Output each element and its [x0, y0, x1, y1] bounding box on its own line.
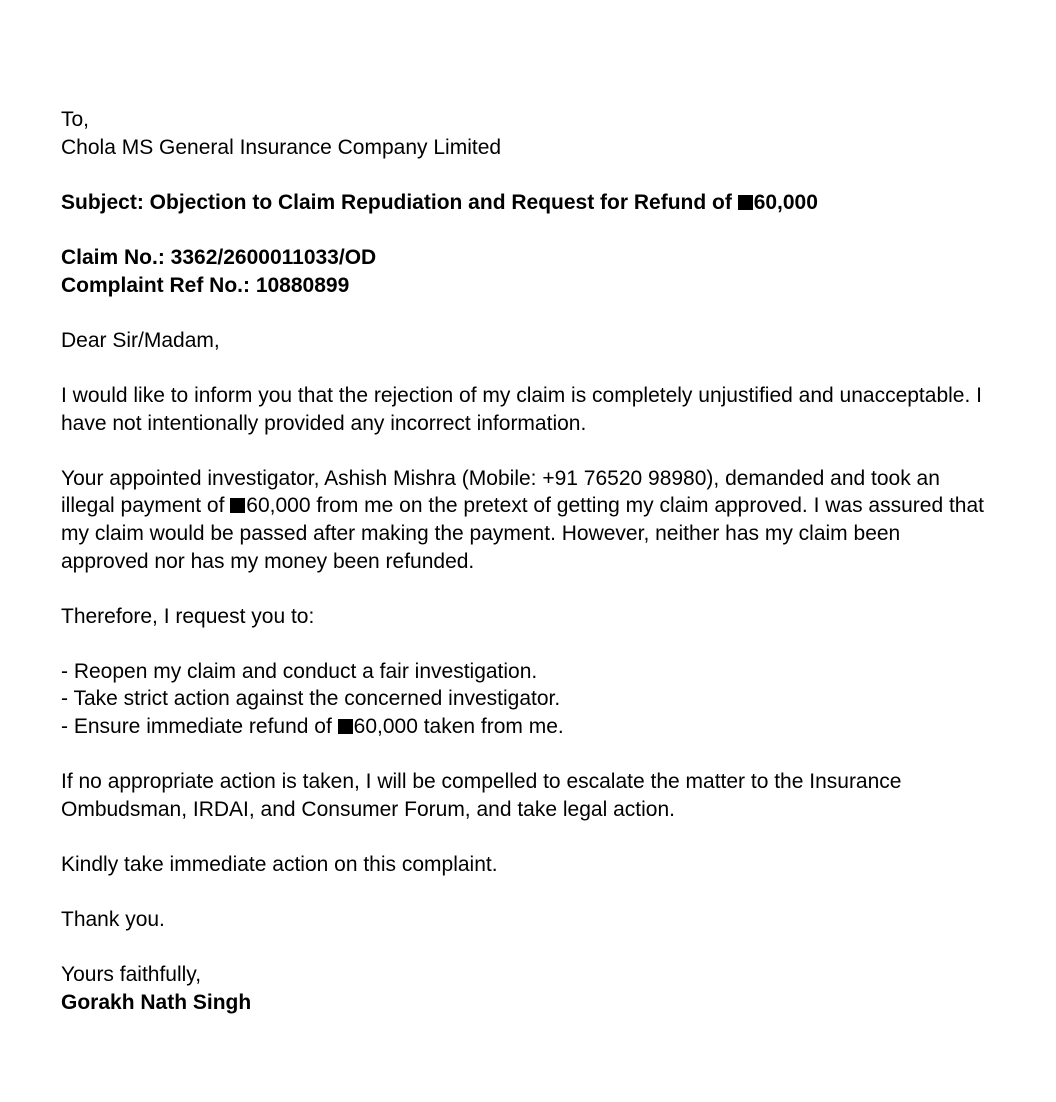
claim-number: Claim No.: 3362/2600011033/OD — [61, 245, 377, 269]
missing-glyph-icon — [338, 719, 353, 734]
subject-line — [61, 189, 1056, 217]
subject-amount: 60,000 — [753, 190, 818, 214]
paragraph-2-line-2 — [61, 492, 1056, 520]
paragraph-1-line-1: I would like to inform you that the rejection of my claim is completely unjustified and unacceptable. I — [61, 383, 982, 407]
spacer — [61, 354, 1056, 382]
spacer — [61, 437, 1056, 465]
spacer — [61, 741, 1056, 769]
missing-glyph-icon — [738, 195, 753, 210]
request-item-3 — [61, 713, 1056, 741]
letter-page — [61, 106, 1056, 1017]
thanks-line: Thank you. — [61, 908, 165, 932]
paragraph-3-line-2: Ombudsman, IRDAI, and Consumer Forum, and take legal action. — [61, 797, 675, 821]
spacer — [61, 216, 1056, 244]
subject-text: Subject: Objection to Claim Repudiation and Request for Refund of — [61, 190, 738, 214]
paragraph-2-line-4: approved nor has my money been refunded. — [61, 549, 475, 573]
recipient-name: Chola MS General Insurance Company Limited — [61, 135, 502, 159]
to-label: To, — [61, 108, 90, 131]
request-item-2: - Take strict action against the concerned investigator. — [61, 687, 561, 711]
paragraph-1-line-2: have not intentionally provided any incorrect information. — [61, 411, 587, 435]
spacer — [61, 879, 1056, 907]
spacer — [61, 934, 1056, 962]
spacer — [61, 299, 1056, 327]
request-intro: Therefore, I request you to: — [61, 604, 315, 628]
missing-glyph-icon — [230, 498, 245, 513]
request-item-3-suffix: 60,000 taken from me. — [353, 715, 564, 739]
closing-line: Yours faithfully, — [61, 963, 202, 987]
salutation: Dear Sir/Madam, — [61, 328, 220, 352]
paragraph-2-line-2-prefix: illegal payment of — [61, 494, 231, 518]
request-item-1: - Reopen my claim and conduct a fair investigation. — [61, 659, 538, 683]
spacer — [61, 161, 1056, 189]
spacer — [61, 630, 1056, 658]
paragraph-4: Kindly take immediate action on this complaint. — [61, 853, 498, 877]
spacer — [61, 575, 1056, 603]
paragraph-2-line-2-suffix: 60,000 from me on the pretext of getting my claim approved. I was assured that — [246, 494, 984, 518]
complaint-ref: Complaint Ref No.: 10880899 — [61, 273, 350, 297]
request-item-3-prefix: - Ensure immediate refund of — [61, 715, 338, 739]
signatory-name: Gorakh Nath Singh — [61, 991, 252, 1014]
paragraph-2-line-1: Your appointed investigator, Ashish Mishra (Mobile: +91 76520 98980), demanded and took an — [61, 466, 940, 490]
spacer — [61, 823, 1056, 851]
paragraph-3-line-1: If no appropriate action is taken, I will be compelled to escalate the matter to the Insurance — [61, 770, 902, 794]
paragraph-2-line-3: my claim would be passed after making the payment. However, neither has my claim been — [61, 521, 901, 545]
